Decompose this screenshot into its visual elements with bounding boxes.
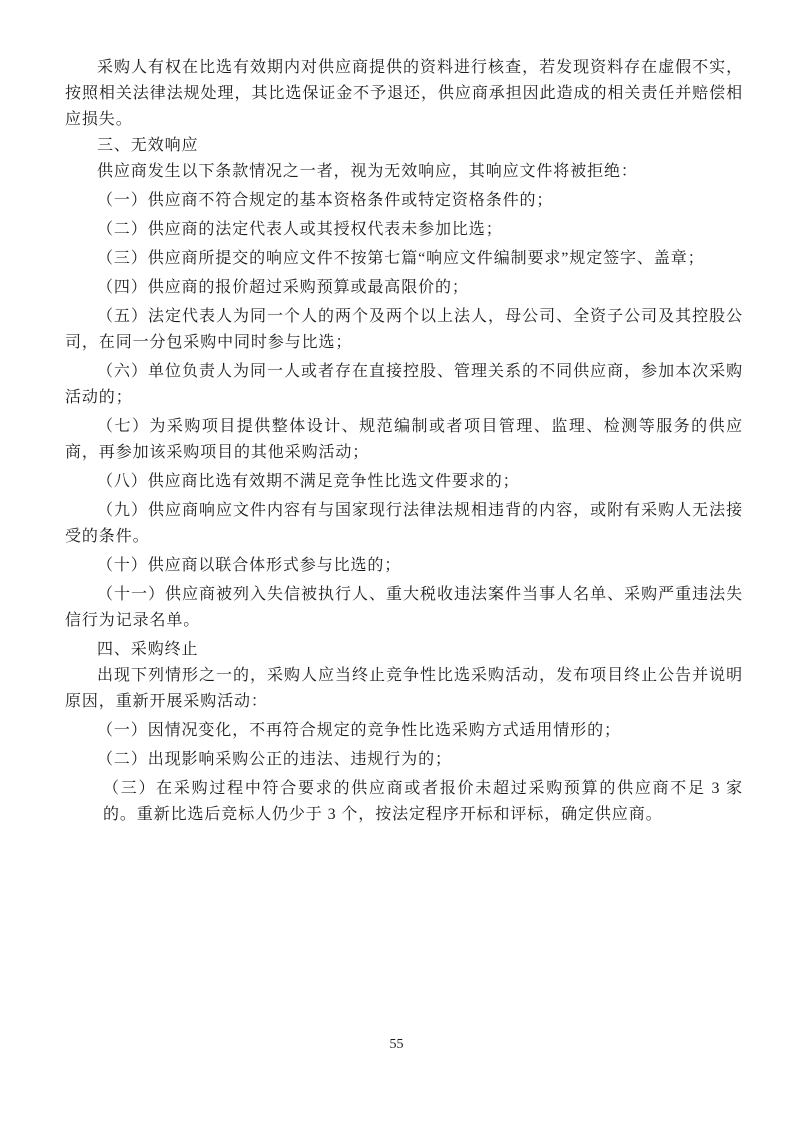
paragraph: （三）在采购过程中符合要求的供应商或者报价未超过采购预算的供应商不足 3 家的。重新比选后竞标人仍少于 3 个，按法定程序开标和评标，确定供应商。 xyxy=(103,780,743,823)
paragraph: （五）法定代表人为同一个人的两个及两个以上法人，母公司、全资子公司及其控股公司，在同一分包采购中同时参与比选； xyxy=(65,308,743,351)
page-number: 55 xyxy=(389,1037,404,1052)
paragraph: （二）供应商的法定代表人或其授权代表未参加比选； xyxy=(97,221,503,238)
paragraph: （二）出现影响采购公正的违法、违规行为的； xyxy=(97,751,452,768)
paragraph: 供应商发生以下条款情况之一者，视为无效响应，其响应文件将被拒绝： xyxy=(97,163,638,180)
section-heading: 三、无效响应 xyxy=(97,137,199,154)
section-heading: 四、采购终止 xyxy=(97,641,199,658)
page-footer xyxy=(0,1037,793,1053)
paragraph: 采购人有权在比选有效期内对供应商提供的资料进行核查，若发现资料存在虚假不实，按照相关法律法规处理，其比选保证金不予退还，供应商承担因此造成的相关责任并赔偿相应损失。 xyxy=(65,59,743,128)
paragraph: （四）供应商的报价超过采购预算或最高限价的； xyxy=(97,279,469,296)
paragraph: （一）供应商不符合规定的基本资格条件或特定资格条件的； xyxy=(97,192,554,209)
paragraph: （三）供应商所提交的响应文件不按第七篇“响应文件编制要求”规定签字、盖章； xyxy=(97,250,705,267)
paragraph: （八）供应商比选有效期不满足竞争性比选文件要求的； xyxy=(97,473,520,490)
paragraph: （一）因情况变化，不再符合规定的竞争性比选采购方式适用情形的； xyxy=(97,722,621,739)
paragraph: 出现下列情形之一的，采购人应当终止竞争性比选采购活动，发布项目终止公告并说明原因，重新开展采购活动： xyxy=(65,667,743,710)
paragraph: （七）为采购项目提供整体设计、规范编制或者项目管理、监理、检测等服务的供应商，再参加该采购项目的其他采购活动； xyxy=(65,418,743,461)
paragraph: （六）单位负责人为同一人或者存在直接控股、管理关系的不同供应商，参加本次采购活动的； xyxy=(65,363,743,406)
paragraph: （十一）供应商被列入失信被执行人、重大税收违法案件当事人名单、采购严重违法失信行为记录名单。 xyxy=(65,586,743,629)
document-body xyxy=(65,55,743,831)
paragraph: （九）供应商响应文件内容有与国家现行法律法规相违背的内容，或附有采购人无法接受的条件。 xyxy=(65,502,743,545)
paragraph: （十）供应商以联合体形式参与比选的； xyxy=(97,557,402,574)
